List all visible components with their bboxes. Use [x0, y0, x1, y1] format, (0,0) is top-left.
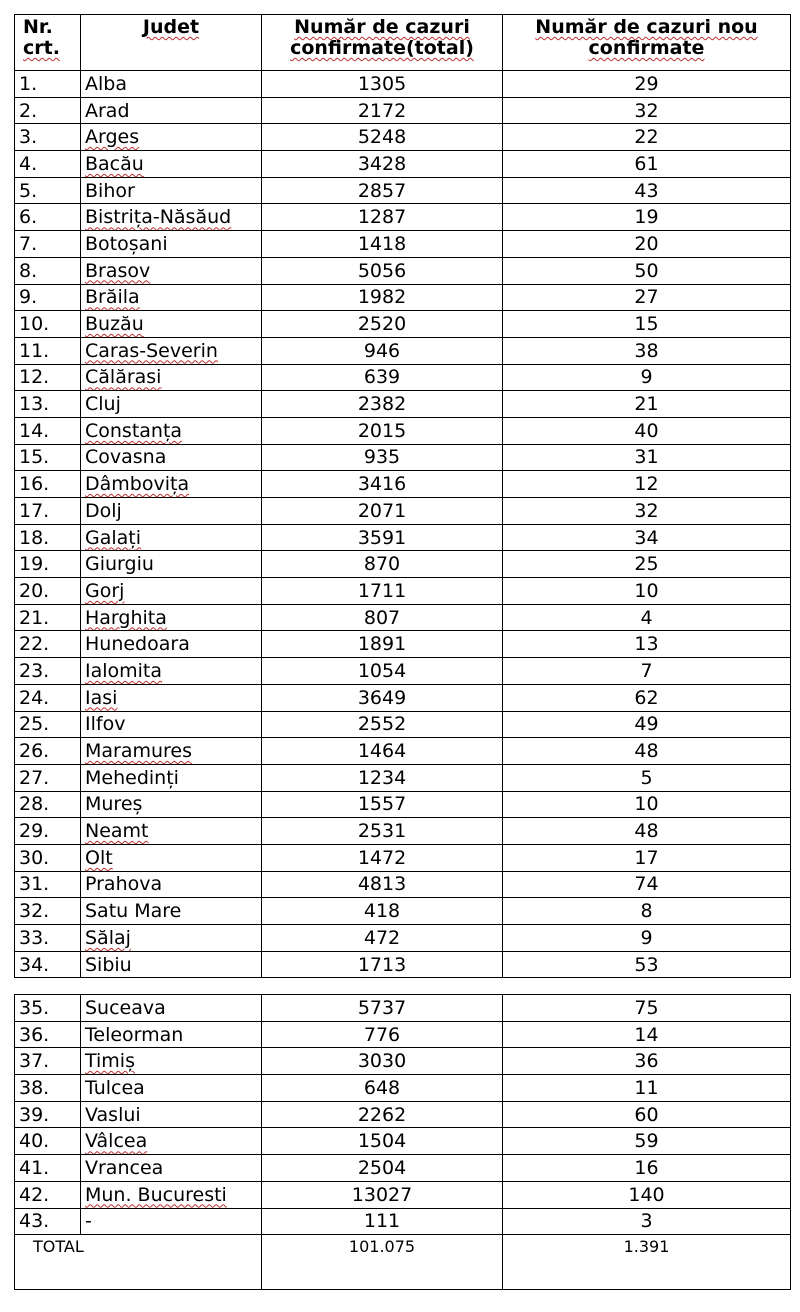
row-judet: [81, 1128, 262, 1155]
row-total-cases: 418: [262, 898, 503, 925]
row-judet: [81, 871, 262, 898]
judet-name: Ialomita: [85, 659, 163, 682]
table-row: [15, 711, 791, 738]
row-total-cases: 2531: [262, 818, 503, 845]
judet-name: Constanța: [85, 419, 183, 442]
judet-name: Satu Mare: [85, 900, 182, 923]
table-row: [15, 71, 791, 98]
row-nr: 8.: [15, 257, 81, 284]
table-row: [15, 871, 791, 898]
row-nr: 42.: [15, 1181, 81, 1208]
row-nr: 7.: [15, 231, 81, 258]
row-judet: [81, 1181, 262, 1208]
judet-name: Mehedinți: [85, 766, 179, 789]
judet-name: Botoșani: [85, 232, 168, 255]
row-judet: [81, 417, 262, 444]
table-row: [15, 524, 791, 551]
row-nr: 33.: [15, 925, 81, 952]
row-nr: 32.: [15, 898, 81, 925]
row-judet: [81, 1048, 262, 1075]
judet-name: Mun. Bucuresti: [85, 1183, 227, 1206]
row-new-cases: 25: [503, 551, 791, 578]
table-body-1: [15, 71, 791, 978]
row-judet: [81, 124, 262, 151]
row-total-cases: 1472: [262, 844, 503, 871]
row-total-cases: 5737: [262, 995, 503, 1022]
row-total-cases: 2382: [262, 391, 503, 418]
judet-name: Prahova: [85, 873, 163, 896]
row-nr: 15.: [15, 444, 81, 471]
row-new-cases: 32: [503, 498, 791, 525]
table-row: [15, 578, 791, 605]
table-row: [15, 1208, 791, 1235]
table-row: [15, 151, 791, 178]
row-new-cases: 40: [503, 417, 791, 444]
row-new-cases: 9: [503, 925, 791, 952]
header-total-cases: [262, 15, 503, 71]
row-new-cases: 32: [503, 97, 791, 124]
row-new-cases: 10: [503, 578, 791, 605]
row-judet: [81, 391, 262, 418]
row-judet: [81, 604, 262, 631]
table-row: [15, 444, 791, 471]
row-total-cases: 1287: [262, 204, 503, 231]
row-nr: 14.: [15, 417, 81, 444]
table-row: [15, 471, 791, 498]
row-new-cases: 11: [503, 1075, 791, 1102]
table-row: [15, 1048, 791, 1075]
table-row: [15, 1155, 791, 1182]
row-judet: [81, 711, 262, 738]
judet-name: -: [85, 1210, 92, 1233]
row-nr: 41.: [15, 1155, 81, 1182]
row-total-cases: 2857: [262, 177, 503, 204]
row-nr: 39.: [15, 1101, 81, 1128]
row-new-cases: 27: [503, 284, 791, 311]
header-nr-crt: [15, 15, 81, 71]
row-nr: 22.: [15, 631, 81, 658]
table-row: [15, 498, 791, 525]
judet-name: Suceava: [85, 996, 166, 1019]
row-judet: [81, 151, 262, 178]
row-total-cases: 1891: [262, 631, 503, 658]
row-nr: 11.: [15, 337, 81, 364]
row-total-cases: 3428: [262, 151, 503, 178]
table-row: [15, 925, 791, 952]
row-judet: [81, 498, 262, 525]
row-total-cases: 2071: [262, 498, 503, 525]
row-new-cases: 10: [503, 791, 791, 818]
judet-name: Brasov: [85, 259, 151, 282]
row-total-cases: 870: [262, 551, 503, 578]
row-nr: 31.: [15, 871, 81, 898]
table-row: [15, 791, 791, 818]
header-new-line2: confirmate: [588, 37, 705, 59]
header-judet: [81, 15, 262, 71]
row-judet: [81, 204, 262, 231]
row-new-cases: 29: [503, 71, 791, 98]
table-row: [15, 177, 791, 204]
table-row: [15, 631, 791, 658]
row-new-cases: 60: [503, 1101, 791, 1128]
row-new-cases: 62: [503, 684, 791, 711]
row-total-cases: 1234: [262, 764, 503, 791]
row-nr: 23.: [15, 658, 81, 685]
total-label: TOTAL: [15, 1235, 262, 1290]
table-row: [15, 658, 791, 685]
table-row: [15, 898, 791, 925]
row-total-cases: 5056: [262, 257, 503, 284]
row-new-cases: 53: [503, 951, 791, 978]
row-nr: 40.: [15, 1128, 81, 1155]
row-nr: 18.: [15, 524, 81, 551]
table-row: [15, 1075, 791, 1102]
row-new-cases: 12: [503, 471, 791, 498]
total-row: [15, 1235, 791, 1290]
row-total-cases: 3416: [262, 471, 503, 498]
judet-name: Arad: [85, 99, 130, 122]
judet-name: Bistrița-Năsăud: [85, 206, 232, 229]
row-new-cases: 9: [503, 364, 791, 391]
row-judet: [81, 364, 262, 391]
row-total-cases: 776: [262, 1021, 503, 1048]
row-judet: [81, 231, 262, 258]
table-row: [15, 551, 791, 578]
row-nr: 3.: [15, 124, 81, 151]
judet-name: Ilfov: [85, 713, 126, 736]
row-nr: 17.: [15, 498, 81, 525]
row-new-cases: 59: [503, 1128, 791, 1155]
row-nr: 4.: [15, 151, 81, 178]
table-row: [15, 204, 791, 231]
row-total-cases: 13027: [262, 1181, 503, 1208]
row-judet: [81, 311, 262, 338]
row-total-cases: 1711: [262, 578, 503, 605]
row-total-cases: 2504: [262, 1155, 503, 1182]
header-row: [15, 15, 791, 71]
row-total-cases: 5248: [262, 124, 503, 151]
row-nr: 6.: [15, 204, 81, 231]
row-total-cases: 2552: [262, 711, 503, 738]
row-judet: [81, 97, 262, 124]
row-judet: [81, 818, 262, 845]
header-nr-line1: Nr.: [23, 16, 53, 38]
row-judet: [81, 951, 262, 978]
table-row: [15, 1181, 791, 1208]
judet-name: Iasi: [85, 686, 118, 709]
row-total-cases: 3030: [262, 1048, 503, 1075]
row-new-cases: 140: [503, 1181, 791, 1208]
row-nr: 27.: [15, 764, 81, 791]
row-total-cases: 2172: [262, 97, 503, 124]
row-total-cases: 935: [262, 444, 503, 471]
row-new-cases: 5: [503, 764, 791, 791]
row-judet: [81, 898, 262, 925]
table-row: [15, 951, 791, 978]
row-judet: [81, 71, 262, 98]
table-row: [15, 1101, 791, 1128]
header-total-line2: confirmate(total): [290, 37, 474, 59]
judet-name: Caras-Severin: [85, 339, 218, 362]
table-row: [15, 1021, 791, 1048]
row-new-cases: 7: [503, 658, 791, 685]
row-nr: 34.: [15, 951, 81, 978]
row-total-cases: 2015: [262, 417, 503, 444]
row-judet: [81, 738, 262, 765]
row-new-cases: 15: [503, 311, 791, 338]
header-new-cases: [503, 15, 791, 71]
row-total-cases: 1713: [262, 951, 503, 978]
row-nr: 19.: [15, 551, 81, 578]
row-nr: 28.: [15, 791, 81, 818]
judet-name: Hunedoara: [85, 633, 190, 656]
row-total-cases: 1418: [262, 231, 503, 258]
total-confirmed-value: 101.075: [262, 1235, 503, 1290]
table-row: [15, 364, 791, 391]
table-row: [15, 764, 791, 791]
row-nr: 13.: [15, 391, 81, 418]
judet-name: Gorj: [85, 579, 125, 602]
row-judet: [81, 257, 262, 284]
row-total-cases: 648: [262, 1075, 503, 1102]
table-row: [15, 257, 791, 284]
judet-name: Dâmbovița: [85, 473, 190, 496]
row-total-cases: 1504: [262, 1128, 503, 1155]
row-total-cases: 1305: [262, 71, 503, 98]
table-row: [15, 604, 791, 631]
row-new-cases: 34: [503, 524, 791, 551]
row-new-cases: 13: [503, 631, 791, 658]
judet-name: Harghita: [85, 606, 167, 629]
row-judet: [81, 995, 262, 1022]
row-judet: [81, 1021, 262, 1048]
row-new-cases: 20: [503, 231, 791, 258]
row-new-cases: 38: [503, 337, 791, 364]
table-row: [15, 417, 791, 444]
row-new-cases: 43: [503, 177, 791, 204]
row-total-cases: 639: [262, 364, 503, 391]
row-nr: 37.: [15, 1048, 81, 1075]
judet-name: Timiș: [85, 1050, 135, 1073]
row-total-cases: 111: [262, 1208, 503, 1235]
row-new-cases: 61: [503, 151, 791, 178]
table-row: [15, 1128, 791, 1155]
cases-table-part-2: [14, 994, 791, 1290]
judet-name: Teleorman: [85, 1023, 184, 1046]
row-new-cases: 21: [503, 391, 791, 418]
judet-name: Galați: [85, 526, 142, 549]
row-judet: [81, 925, 262, 952]
judet-name: Arges: [85, 126, 140, 149]
row-nr: 26.: [15, 738, 81, 765]
row-new-cases: 14: [503, 1021, 791, 1048]
row-total-cases: 3591: [262, 524, 503, 551]
row-nr: 30.: [15, 844, 81, 871]
table-row: [15, 311, 791, 338]
row-judet: [81, 658, 262, 685]
judet-name: Olt: [85, 846, 113, 869]
cases-table-part-1: [14, 14, 791, 978]
total-new-value: 1.391: [503, 1235, 791, 1290]
row-nr: 2.: [15, 97, 81, 124]
row-new-cases: 17: [503, 844, 791, 871]
row-total-cases: 1557: [262, 791, 503, 818]
row-new-cases: 4: [503, 604, 791, 631]
row-nr: 9.: [15, 284, 81, 311]
row-total-cases: 3649: [262, 684, 503, 711]
row-new-cases: 36: [503, 1048, 791, 1075]
row-judet: [81, 1208, 262, 1235]
judet-name: Buzău: [85, 313, 144, 336]
judet-name: Călărasi: [85, 366, 162, 389]
row-new-cases: 49: [503, 711, 791, 738]
row-nr: 5.: [15, 177, 81, 204]
table-row: [15, 124, 791, 151]
row-new-cases: 75: [503, 995, 791, 1022]
judet-name: Neamt: [85, 820, 149, 843]
row-judet: [81, 631, 262, 658]
row-new-cases: 74: [503, 871, 791, 898]
row-total-cases: 4813: [262, 871, 503, 898]
judet-name: Dolj: [85, 499, 122, 522]
row-judet: [81, 177, 262, 204]
row-new-cases: 50: [503, 257, 791, 284]
judet-name: Giurgiu: [85, 553, 154, 576]
row-total-cases: 1464: [262, 738, 503, 765]
row-total-cases: 472: [262, 925, 503, 952]
row-total-cases: 2262: [262, 1101, 503, 1128]
row-new-cases: 8: [503, 898, 791, 925]
judet-name: Covasna: [85, 446, 167, 469]
row-total-cases: 946: [262, 337, 503, 364]
row-nr: 20.: [15, 578, 81, 605]
row-total-cases: 2520: [262, 311, 503, 338]
row-nr: 29.: [15, 818, 81, 845]
table-body-2: [15, 995, 791, 1235]
row-new-cases: 22: [503, 124, 791, 151]
table-row: [15, 818, 791, 845]
table-row: [15, 995, 791, 1022]
row-judet: [81, 471, 262, 498]
judet-name: Mureș: [85, 793, 143, 816]
judet-name: Bihor: [85, 179, 135, 202]
row-nr: 25.: [15, 711, 81, 738]
header-nr-line2: crt.: [23, 37, 60, 59]
table-row: [15, 97, 791, 124]
header-total-line1: Număr de cazuri: [294, 16, 470, 38]
row-total-cases: 1982: [262, 284, 503, 311]
judet-name: Vâlcea: [85, 1130, 148, 1153]
judet-name: Sălaj: [85, 926, 131, 949]
row-judet: [81, 684, 262, 711]
row-judet: [81, 551, 262, 578]
table-row: [15, 231, 791, 258]
judet-name: Sibiu: [85, 953, 132, 976]
row-total-cases: 807: [262, 604, 503, 631]
table-row: [15, 391, 791, 418]
judet-name: Tulcea: [85, 1076, 145, 1099]
row-nr: 24.: [15, 684, 81, 711]
judet-name: Brăila: [85, 286, 140, 309]
row-nr: 36.: [15, 1021, 81, 1048]
row-nr: 35.: [15, 995, 81, 1022]
row-new-cases: 48: [503, 818, 791, 845]
table-row: [15, 284, 791, 311]
row-judet: [81, 578, 262, 605]
header-judet-label: Judet: [142, 16, 200, 38]
row-judet: [81, 1101, 262, 1128]
table-row: [15, 738, 791, 765]
row-nr: 21.: [15, 604, 81, 631]
row-new-cases: 19: [503, 204, 791, 231]
row-new-cases: 31: [503, 444, 791, 471]
judet-name: Cluj: [85, 393, 121, 416]
row-judet: [81, 844, 262, 871]
row-new-cases: 3: [503, 1208, 791, 1235]
row-nr: 10.: [15, 311, 81, 338]
row-judet: [81, 1075, 262, 1102]
header-new-line1: Număr de cazuri nou: [535, 16, 758, 38]
judet-name: Alba: [85, 72, 127, 95]
row-judet: [81, 791, 262, 818]
row-judet: [81, 444, 262, 471]
row-new-cases: 48: [503, 738, 791, 765]
judet-name: Bacău: [85, 152, 144, 175]
row-nr: 1.: [15, 71, 81, 98]
row-judet: [81, 284, 262, 311]
row-nr: 43.: [15, 1208, 81, 1235]
row-nr: 16.: [15, 471, 81, 498]
judet-name: Vrancea: [85, 1156, 164, 1179]
row-total-cases: 1054: [262, 658, 503, 685]
row-nr: 38.: [15, 1075, 81, 1102]
row-judet: [81, 764, 262, 791]
table-row: [15, 844, 791, 871]
judet-name: Vaslui: [85, 1103, 141, 1126]
row-nr: 12.: [15, 364, 81, 391]
row-judet: [81, 524, 262, 551]
row-judet: [81, 337, 262, 364]
table-row: [15, 337, 791, 364]
judet-name: Maramures: [85, 740, 193, 763]
row-judet: [81, 1155, 262, 1182]
table-row: [15, 684, 791, 711]
row-new-cases: 16: [503, 1155, 791, 1182]
